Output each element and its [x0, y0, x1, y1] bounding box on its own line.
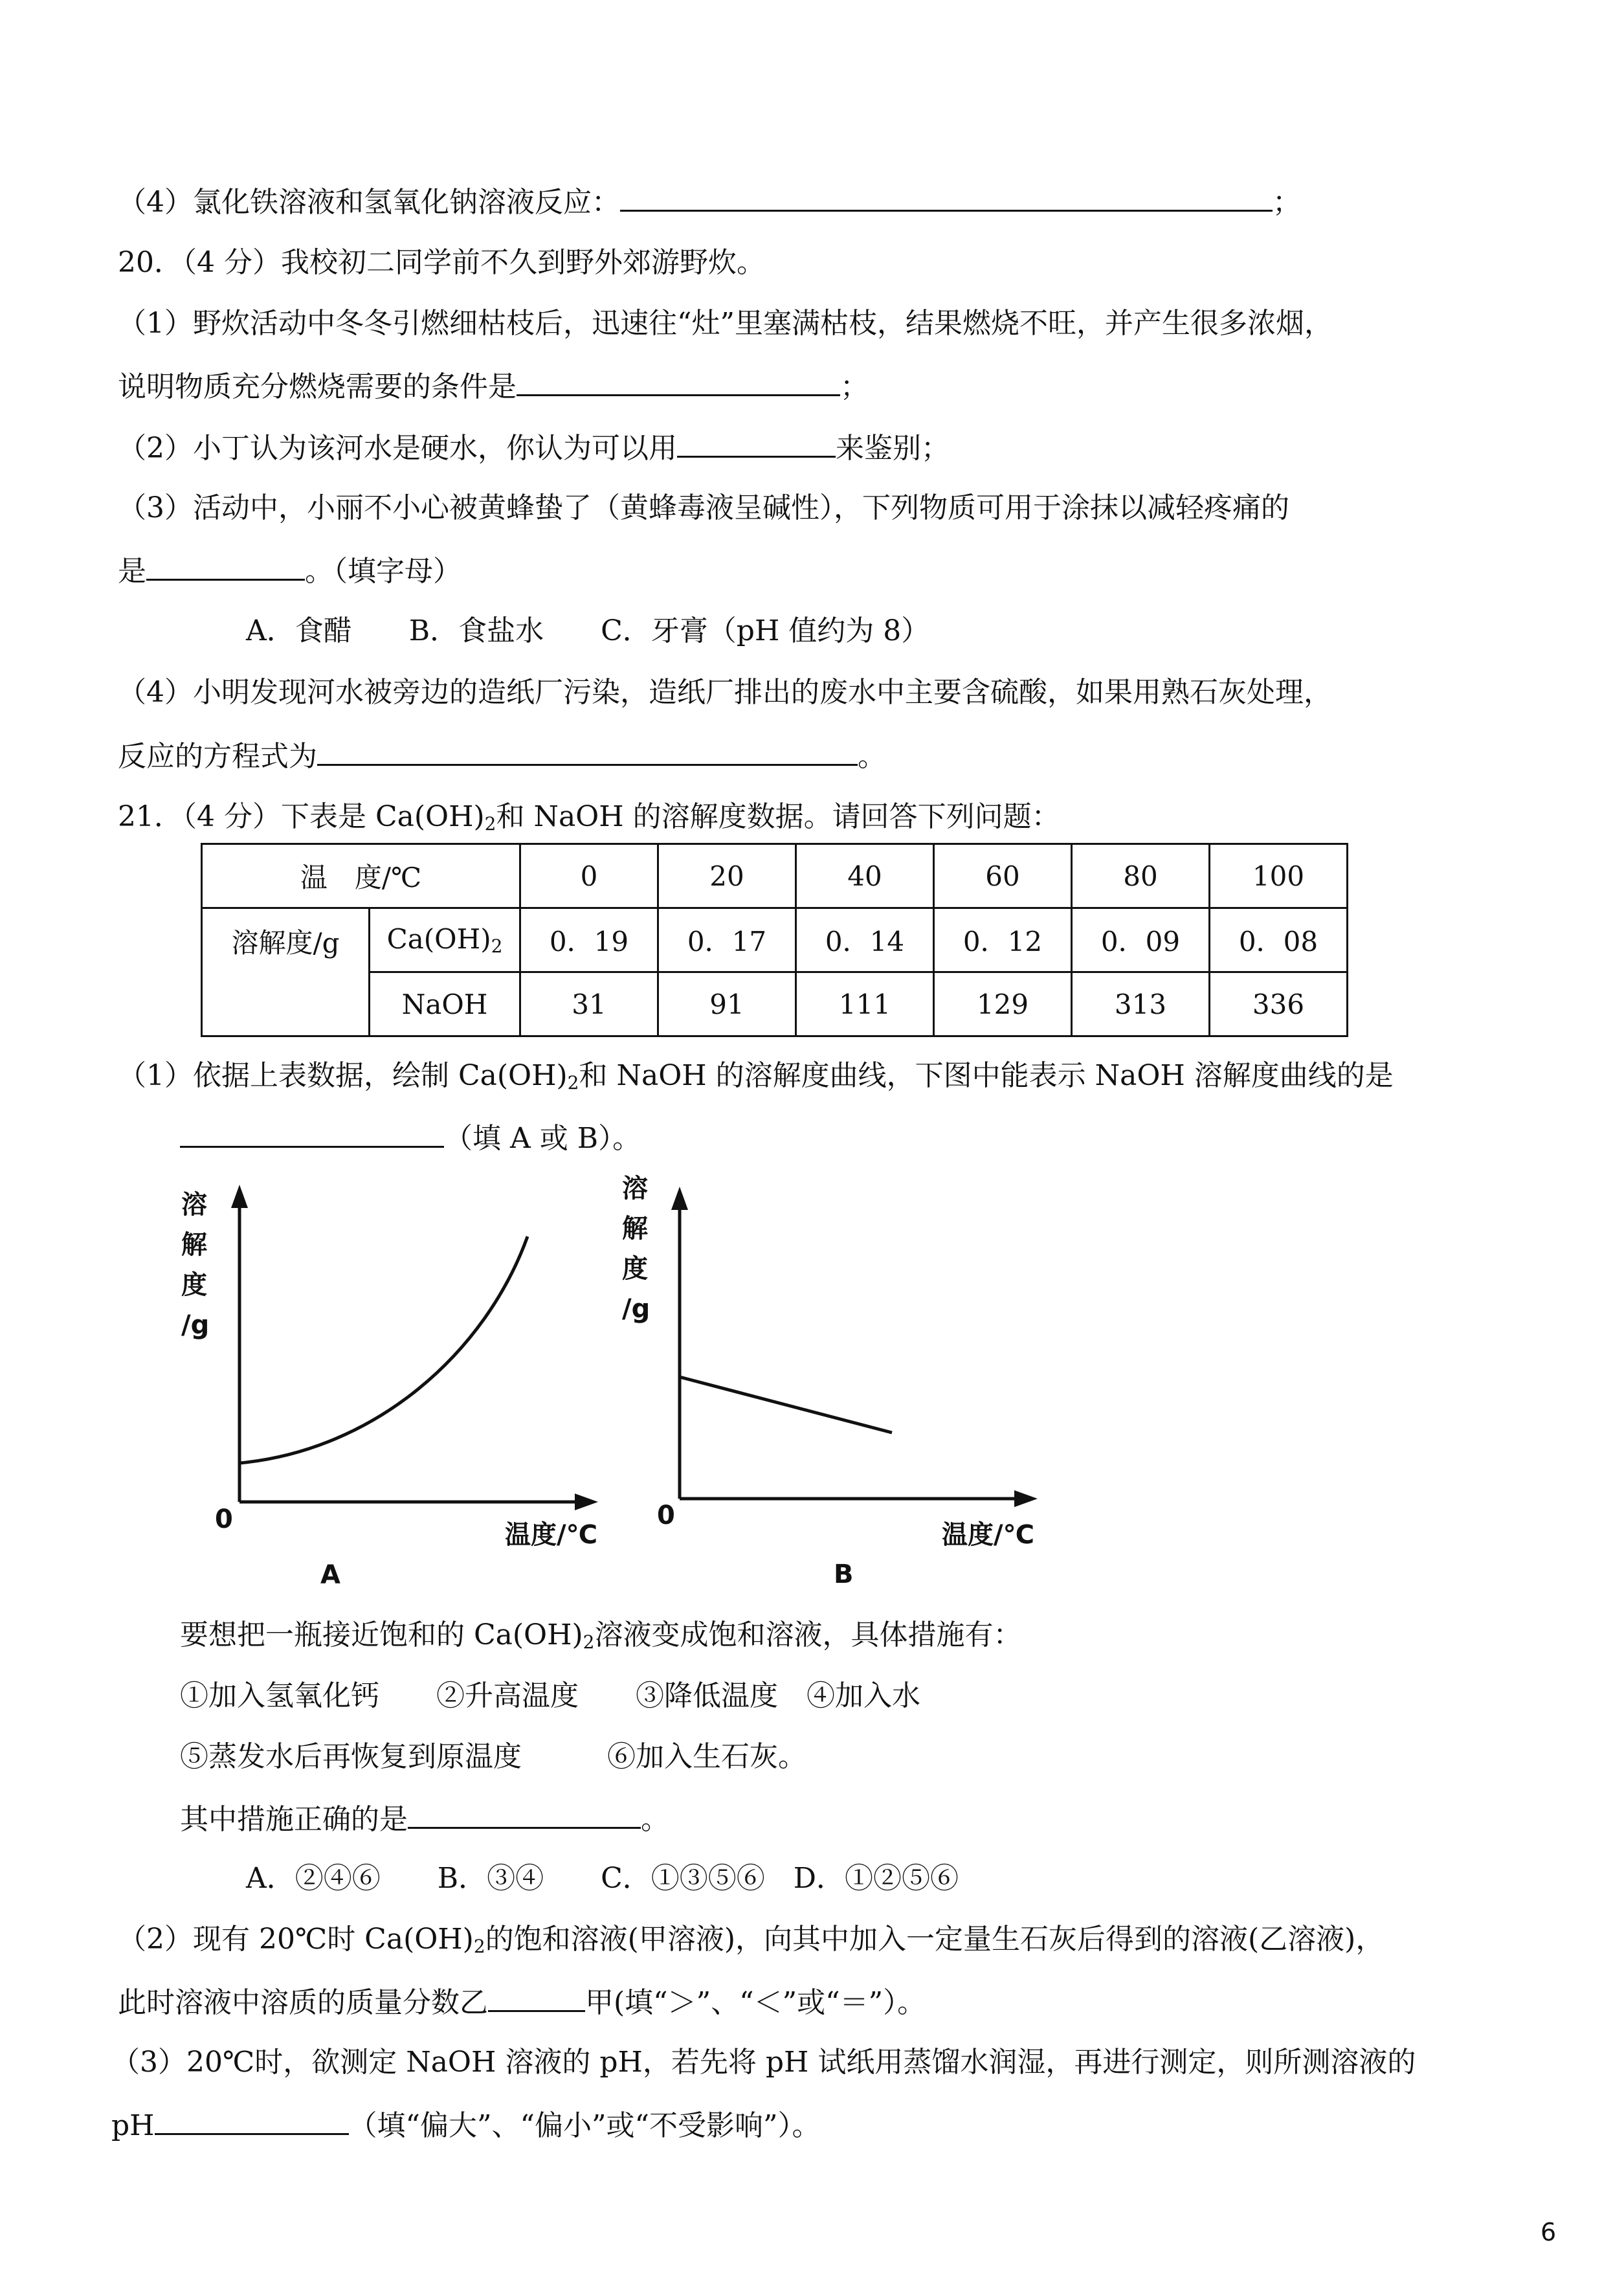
table-cell: 0．17: [658, 908, 796, 972]
table-cell: 313: [1072, 972, 1210, 1036]
answer-blank[interactable]: [408, 1798, 641, 1829]
table-cell: 0．19: [520, 908, 658, 972]
table-row: [202, 908, 1348, 972]
q20-item4-line2: 反应的方程式为 。: [118, 735, 886, 776]
q20-header: 20．（4 分）我校初二同学前不久到野外郊游野炊。: [118, 246, 765, 279]
temp-label: 温 度/℃: [202, 844, 520, 908]
table-cell: 100: [1210, 844, 1348, 908]
q20-item3-options: A．食醋 B．食盐水 C．牙膏（pH 值约为 8）: [246, 614, 930, 647]
table-cell: 60: [934, 844, 1072, 908]
table-cell: 0．09: [1072, 908, 1210, 972]
q21-item2-line1: （2）现有 20℃时 $Ca(OH)_2$的饱和溶液(甲溶液)，向其中加入一定量生石灰后得到的溶液(乙溶液)，: [118, 1923, 1385, 1957]
solubility-label: 溶解度/g: [202, 908, 370, 1036]
table-cell: 0．08: [1210, 908, 1348, 972]
q21-measures-intro: 要想把一瓶接近饱和的 $Ca(OH)_2$溶液变成饱和溶液，具体措施有：: [180, 1618, 1022, 1653]
answer-blank[interactable]: [146, 550, 305, 581]
graph-b: [618, 1169, 1071, 1609]
table-cell: 0．12: [934, 908, 1072, 972]
q21-item2-line2: 此时溶液中溶质的质量分数乙 甲(填“＞”、“＜”或“＝”）。: [118, 1982, 926, 2022]
origin-label: 0: [657, 1501, 675, 1530]
table-cell: 336: [1210, 972, 1348, 1036]
y-axis-arrow: [231, 1185, 248, 1208]
x-axis-arrow: [1014, 1490, 1038, 1507]
q20-item3-line1: （3）活动中，小丽不小心被黄蜂蛰了（黄蜂毒液呈碱性），下列物质可用于涂抹以减轻疼痛的: [118, 491, 1289, 524]
graph-caption: B: [834, 1560, 854, 1589]
solubility-table: [201, 843, 1348, 1037]
table-cell: 80: [1072, 844, 1210, 908]
origin-label: 0: [215, 1504, 233, 1534]
q21-measures-2: ⑤蒸发水后再恢复到原温度 ⑥加入生石灰。: [180, 1740, 806, 1773]
table-cell: 129: [934, 972, 1072, 1036]
q20-item2: （2）小丁认为该河水是硬水，你认为可以用 来鉴别；: [118, 427, 950, 468]
answer-blank[interactable]: [155, 2105, 349, 2135]
q20-item4-line1: （4）小明发现河水被旁边的造纸厂污染，造纸厂排出的废水中主要含硫酸，如果用熟石灰处理，: [118, 676, 1332, 709]
q21-item3-line1: （3）20℃时，欲测定 NaOH 溶液的 pH，若先将 pH 试纸用蒸馏水润湿，再进行测定，则所测溶液的: [111, 2046, 1416, 2079]
table-row: [202, 844, 1348, 908]
table-cell: 0．14: [796, 908, 934, 972]
table-cell: 91: [658, 972, 796, 1036]
answer-blank[interactable]: [620, 181, 1273, 212]
answer-blank[interactable]: [317, 735, 858, 766]
solubility-line-falling: [680, 1377, 892, 1433]
q21-measures-options: A．②④⑥ B．③④ C．①③⑤⑥ D．①②⑤⑥: [246, 1862, 959, 1895]
table-cell: 0: [520, 844, 658, 908]
graph-a: [181, 1185, 634, 1605]
q20-item1-line1: （1）野炊活动中冬冬引燃细枯枝后，迅速往“灶”里塞满枯枝，结果燃烧不旺，并产生很多浓烟，: [118, 307, 1333, 340]
table-cell: 111: [796, 972, 934, 1036]
caoh-label: $Ca(OH)_2$: [370, 908, 520, 972]
q20-item1-line2: 说明物质充分燃烧需要的条件是 ；: [118, 366, 869, 407]
q21-header: 21．（4 分）下表是 $Ca(OH)_2$和 NaOH 的溶解度数据。请回答下列问题：: [118, 800, 1060, 834]
answer-blank[interactable]: [488, 1982, 585, 2012]
answer-blank[interactable]: [517, 366, 840, 396]
table-row: [202, 972, 1348, 1036]
naoh-label: NaOH: [370, 972, 520, 1036]
q20-item3-line2: 是 。（填字母）: [118, 550, 462, 591]
graph-caption: A: [320, 1560, 340, 1590]
x-axis-arrow: [575, 1493, 598, 1510]
answer-blank[interactable]: [677, 427, 836, 458]
answer-blank[interactable]: [180, 1117, 444, 1148]
solubility-curve-rising: [239, 1236, 528, 1463]
q21-item3-line2: pH （填“偏大”、“偏小”或“不受影响”）。: [111, 2105, 821, 2145]
y-axis-arrow: [671, 1187, 688, 1210]
y-axis-label: 溶 解 度 /g: [622, 1174, 651, 1324]
x-axis-label: 温度/℃: [505, 1520, 598, 1550]
table-cell: 40: [796, 844, 934, 908]
q21-measures-1: ①加入氢氧化钙 ②升高温度 ③降低温度 ④加入水: [180, 1679, 920, 1712]
q21-item1-line2: （填 A 或 B）。: [180, 1117, 641, 1158]
q21-measures-question: 其中措施正确的是 。: [180, 1798, 669, 1839]
table-cell: 31: [520, 972, 658, 1036]
page-number: 6: [1541, 2218, 1557, 2246]
y-axis-label: 溶 解 度 /g: [181, 1190, 210, 1340]
q19-item4: （4）氯化铁溶液和氢氧化钠溶液反应： ；: [118, 181, 1301, 222]
x-axis-label: 温度/℃: [942, 1520, 1035, 1550]
q21-item1-line1: （1）依据上表数据，绘制 $Ca(OH)_2$和 NaOH 的溶解度曲线，下图中能表示 NaOH 溶解度曲线的是: [118, 1059, 1394, 1093]
table-cell: 20: [658, 844, 796, 908]
